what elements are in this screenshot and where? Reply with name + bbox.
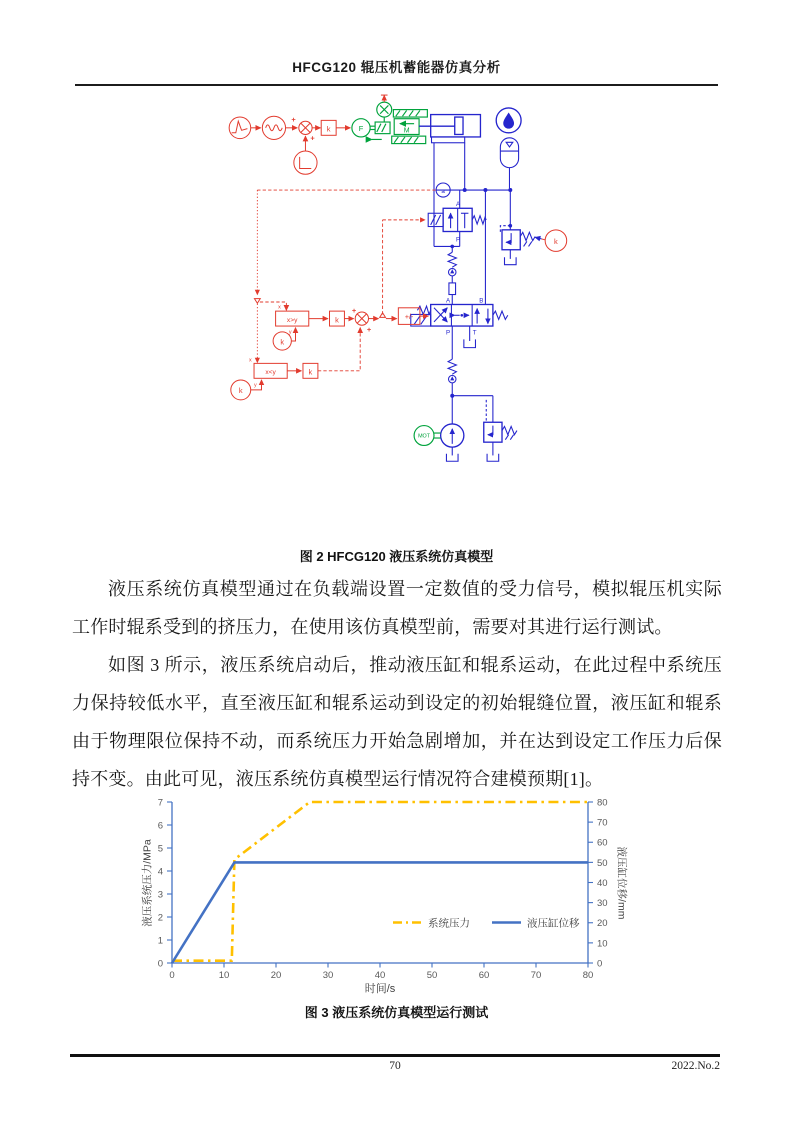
valve-2-2-icon: [428, 187, 486, 248]
paragraph-1: 液压系统仿真模型通过在负载端设置一定数值的受力信号，模拟辊压机实际工作时辊系受到的挤压力，在使用该仿真模型前，需要对其进行运行测试。: [72, 579, 722, 637]
svg-text:x: x: [249, 357, 252, 364]
svg-text:70: 70: [597, 817, 608, 829]
svg-text:A: A: [455, 200, 461, 208]
svg-text:MOT: MOT: [418, 433, 431, 440]
accumulator-icon: [500, 138, 518, 189]
position-sensor-icon: [377, 95, 392, 122]
svg-text:k: k: [280, 337, 285, 347]
svg-text:x: x: [278, 304, 281, 311]
svg-text:10: 10: [218, 970, 230, 981]
svg-text:+: +: [291, 115, 296, 125]
svg-text:x<y: x<y: [265, 369, 276, 377]
svg-text:x>y: x>y: [286, 316, 298, 324]
svg-text:6: 6: [157, 820, 163, 832]
figure3-plot: [120, 792, 685, 1004]
series-系统压力: [172, 802, 588, 961]
svg-text:50: 50: [426, 970, 438, 981]
force-transducer-icon: [352, 119, 375, 137]
sum-junction-icon: [291, 115, 315, 142]
figure3-chart: [120, 792, 685, 1004]
svg-text:4: 4: [157, 866, 163, 878]
fluid-properties-icon: [496, 108, 521, 133]
damper-icon: [372, 122, 390, 139]
figure2-caption: 图 2 HFCG120 液压系统仿真模型: [299, 549, 494, 564]
svg-text:40: 40: [374, 970, 386, 981]
y-axis-label-left: 液压系统压力/MPa: [141, 839, 154, 927]
svg-text:B: B: [479, 297, 484, 305]
sine-source-icon: [262, 116, 285, 139]
svg-text:+: +: [310, 133, 315, 143]
signal-source-icon: [229, 117, 251, 139]
plus-minus-block: [398, 308, 428, 325]
gain-block-upper: [330, 311, 345, 326]
constant-k-lowest: [231, 380, 262, 400]
figure2-diagram: [185, 93, 615, 545]
svg-text:y: y: [254, 382, 257, 389]
svg-text:y: y: [288, 329, 292, 336]
figure2-svg: [185, 93, 615, 545]
gain-block-lower: [303, 363, 318, 378]
gain-block: [321, 120, 336, 135]
hydraulic-cylinder-icon: [419, 115, 480, 143]
svg-text:60: 60: [597, 837, 608, 849]
footer-rule: [70, 1054, 720, 1057]
page-header-title: HFCG120 辊压机蓄能器仿真分析: [292, 60, 501, 75]
svg-text:70: 70: [530, 970, 542, 981]
svg-text:+: +: [366, 324, 372, 334]
svg-text:A: A: [446, 297, 451, 305]
motor-icon: [414, 426, 441, 446]
compare-greater-block: [276, 305, 309, 336]
pilot-relief-valve-icon: [500, 190, 541, 265]
valve-4-3-icon: [411, 297, 508, 336]
pump-icon: [441, 424, 464, 461]
svg-text:20: 20: [597, 918, 608, 930]
footer-page-number: 70: [389, 1060, 401, 1072]
branch-node: [380, 313, 386, 318]
body-text: [72, 570, 722, 798]
svg-text:M: M: [403, 127, 410, 135]
svg-text:k: k: [335, 315, 339, 325]
constant-k-relief: [542, 230, 567, 252]
svg-text:+/-: +/-: [404, 314, 414, 321]
svg-text:7: 7: [157, 797, 163, 809]
footer-issue: 2022.No.2: [671, 1060, 720, 1072]
svg-text:2: 2: [157, 912, 163, 924]
svg-text:10: 10: [597, 938, 608, 950]
check-valve-icon: [448, 246, 456, 304]
svg-text:+: +: [351, 305, 357, 315]
legend-label: 系统压力: [428, 917, 470, 930]
x-axis-label: 时间/s: [364, 983, 396, 995]
svg-text:0: 0: [169, 970, 175, 981]
svg-text:T: T: [472, 329, 477, 337]
svg-text:k: k: [326, 124, 331, 134]
relief-valve-icon: [484, 399, 517, 461]
svg-text:a: a: [441, 187, 445, 195]
svg-text:0: 0: [157, 958, 163, 970]
svg-text:40: 40: [597, 877, 608, 889]
svg-text:60: 60: [478, 970, 490, 981]
svg-text:F: F: [358, 124, 364, 134]
svg-text:k: k: [238, 386, 243, 396]
svg-text:30: 30: [322, 970, 334, 981]
compare-less-block: [249, 358, 287, 389]
svg-text:50: 50: [597, 857, 608, 869]
svg-text:k: k: [554, 236, 558, 246]
svg-text:30: 30: [597, 898, 608, 910]
y-axis-label-right: 液压缸位移/mm: [615, 846, 628, 920]
sum-junction-lower: [352, 306, 372, 334]
svg-text:k: k: [308, 367, 313, 377]
svg-text:P: P: [455, 236, 461, 244]
svg-text:0: 0: [597, 958, 603, 970]
svg-text:3: 3: [157, 889, 163, 901]
header-rule: [75, 84, 718, 86]
svg-text:80: 80: [582, 970, 594, 981]
constant-k-upper: [273, 328, 295, 350]
feedback-dash-line: [318, 330, 360, 371]
svg-text:P: P: [446, 329, 451, 337]
figure3-caption: 图 3 液压系统仿真模型运行测试: [304, 1005, 489, 1020]
svg-text:80: 80: [597, 797, 608, 809]
svg-text:20: 20: [270, 970, 282, 981]
svg-text:5: 5: [157, 843, 163, 855]
paragraph-2: 如图 3 所示，液压系统启动后，推动液压缸和辊系运动，在此过程中系统压力保持较低水平，直至液压缸和辊系运动到设定的初始辊缝位置，液压缸和辊系由于物理限位保持不动，而系统压力开始急剧增加，并在达到设定工作压力后保持不变。由此可见，液压系统仿真模型运行情况符合建模预期[1]。: [72, 655, 722, 789]
legend-label: 液压缸位移: [527, 917, 580, 930]
svg-text:1: 1: [157, 935, 163, 947]
series-液压缸位移: [172, 862, 588, 963]
